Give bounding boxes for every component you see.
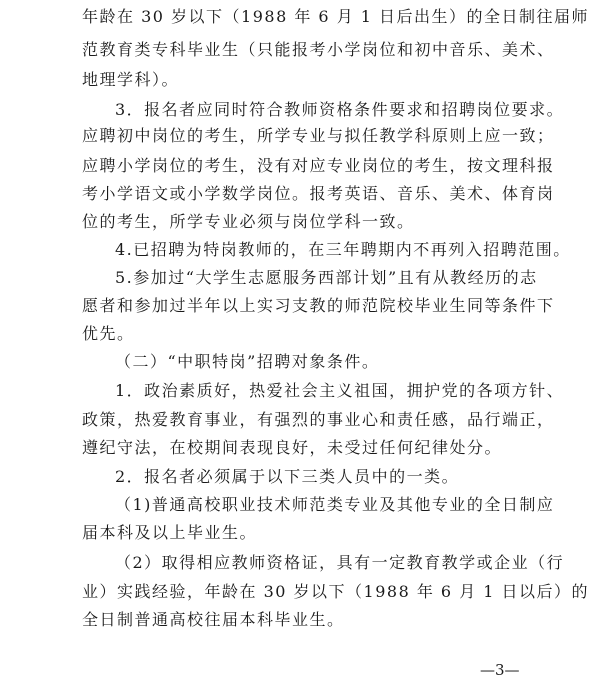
text-line: 地理学科）。 [82, 70, 180, 89]
text-line: 范教育类专科毕业生（只能报考小学岗位和初中音乐、美术、 [82, 40, 555, 59]
text-line: 遵纪守法，在校期间表现良好，未受过任何纪律处分。 [82, 438, 503, 457]
text-line: 优先。 [82, 324, 135, 343]
text-line: 4.已招聘为特岗教师的，在三年聘期内不再列入招聘范围。 [115, 240, 571, 259]
text-line: 届本科及以上毕业生。 [82, 523, 258, 542]
text-line: 应聘小学岗位的考生，没有对应专业岗位的考生，按文理科报 [82, 156, 555, 175]
text-line: 2．报名者必须属于以下三类人员中的一类。 [115, 467, 460, 486]
text-line: 位的考生，所学专业必须与岗位学科一致。 [82, 212, 415, 231]
text-line: 全日制普通高校往届本科毕业生。 [82, 610, 345, 629]
text-line: 政策，热爱教育事业，有强烈的事业心和责任感，品行端正， [82, 410, 555, 429]
text-line: 年龄在 30 岁以下（1988 年 6 月 1 日后出生）的全日制往届师 [82, 7, 590, 26]
text-line: （2）取得相应教师资格证，具有一定教育教学或企业（行 [115, 553, 565, 572]
text-line: 3．报名者应同时符合教师资格条件要求和招聘岗位要求。 [115, 100, 565, 119]
text-line: 5.参加过“大学生志愿服务西部计划”且有从教经历的志 [115, 268, 538, 287]
text-line: 1．政治素质好，热爱社会主义祖国，拥护党的各项方针、 [115, 381, 565, 400]
text-line: 考小学语文或小学数学岗位。报考英语、音乐、美术、体育岗 [82, 184, 555, 203]
text-line: （1)普通高校职业技术师范类专业及其他专业的全日制应 [115, 495, 555, 514]
page-number: —3— [480, 661, 520, 679]
text-line: 应聘初中岗位的考生，所学专业与拟任教学科原则上应一致； [82, 126, 555, 145]
text-line: 业）实践经验，年龄在 30 岁以下（1988 年 6 月 1 日以后）的 [82, 582, 590, 601]
section-heading: （二）“中职特岗”招聘对象条件。 [115, 352, 380, 371]
text-line: 愿者和参加过半年以上实习支教的师范院校毕业生同等条件下 [82, 296, 555, 315]
